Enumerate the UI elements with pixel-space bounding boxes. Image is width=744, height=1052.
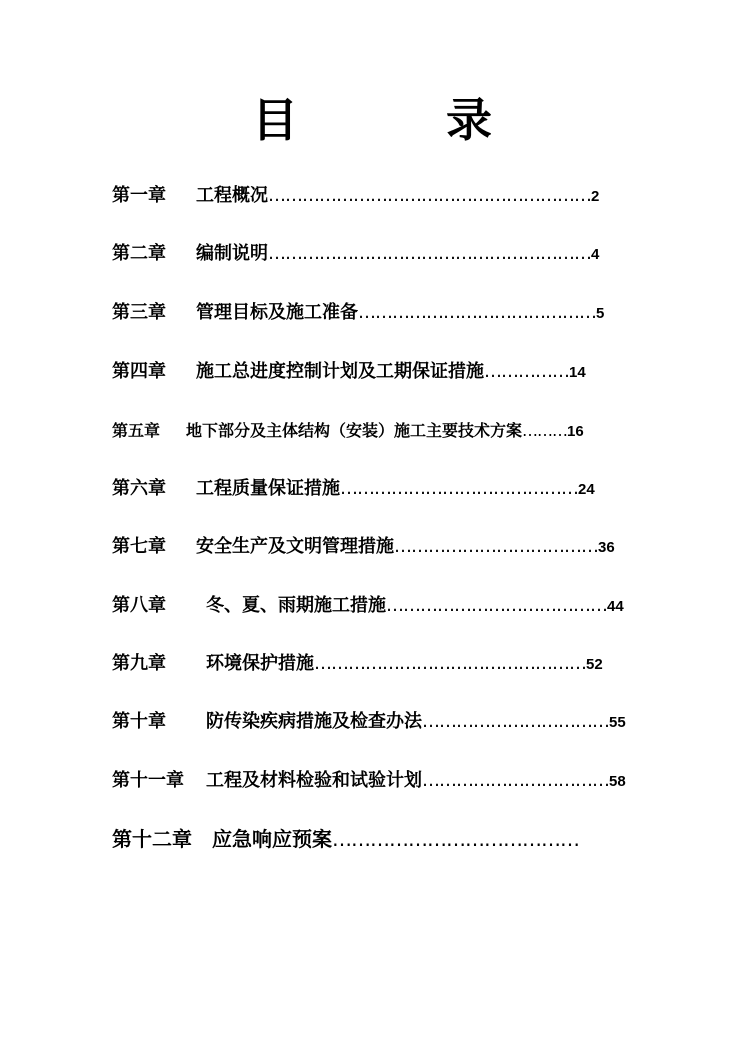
- toc-entry-6[interactable]: [112, 477, 595, 502]
- chapter-title: 防传染疾病措施及检查办法: [206, 711, 422, 732]
- toc-entry-1[interactable]: [112, 184, 599, 209]
- page-number: 52: [586, 656, 603, 673]
- toc-entry-8[interactable]: [112, 594, 624, 619]
- chapter-number: 第九章: [112, 653, 166, 674]
- chapter-title: 安全生产及文明管理措施: [196, 536, 394, 557]
- chapter-number: 第三章: [112, 302, 166, 323]
- toc-entry-5[interactable]: [112, 419, 584, 444]
- chapter-number: 第十一章: [112, 770, 184, 791]
- chapter-title: 编制说明: [196, 243, 268, 264]
- dot-leader: …………………………………: [332, 827, 579, 851]
- toc-entry-3[interactable]: [112, 301, 604, 326]
- chapter-number: 第五章: [112, 421, 161, 440]
- toc-entry-2[interactable]: [112, 242, 599, 267]
- toc-entry-10[interactable]: [112, 710, 626, 735]
- toc-title: 目 录: [251, 93, 558, 147]
- chapter-title: 工程及材料检验和试验计划: [206, 770, 422, 791]
- chapter-title: 管理目标及施工准备: [196, 302, 358, 323]
- page-number: 55: [609, 714, 626, 731]
- dot-leader: ……………………………………: [358, 302, 596, 323]
- chapter-title: 冬、夏、雨期施工措施: [206, 595, 386, 616]
- page-number: 2: [591, 188, 600, 205]
- chapter-title: 地下部分及主体结构（安装）施工主要技术方案: [186, 421, 523, 440]
- dot-leader: ………: [522, 421, 568, 440]
- dot-leader: …………………………………………: [314, 653, 586, 674]
- chapter-title: 应急响应预案: [212, 827, 332, 851]
- chapter-number: 第十二章: [112, 827, 192, 851]
- chapter-number: 第一章: [112, 185, 166, 206]
- dot-leader: …………………………………………………: [268, 243, 591, 264]
- dot-leader: ……………………………: [422, 711, 609, 732]
- toc-entry-11[interactable]: [112, 769, 626, 794]
- chapter-number: 第十章: [112, 711, 166, 732]
- page-number: 4: [591, 246, 600, 263]
- chapter-number: 第二章: [112, 243, 166, 264]
- page-number: 5: [596, 305, 605, 322]
- page-number: 44: [607, 598, 624, 615]
- chapter-title: 环境保护措施: [206, 653, 314, 674]
- page-number: 58: [609, 773, 626, 790]
- toc-entry-4[interactable]: [112, 360, 586, 385]
- dot-leader: ………………………………: [394, 536, 598, 557]
- chapter-title: 工程概况: [196, 185, 268, 206]
- dot-leader: ……………………………: [422, 770, 609, 791]
- chapter-title: 工程质量保证措施: [196, 478, 340, 499]
- toc-entry-9[interactable]: [112, 652, 603, 677]
- chapter-number: 第六章: [112, 478, 166, 499]
- toc-entry-7[interactable]: [112, 535, 615, 560]
- dot-leader: ……………: [484, 361, 569, 382]
- dot-leader: ……………………………………: [340, 478, 578, 499]
- chapter-number: 第八章: [112, 595, 166, 616]
- chapter-title: 施工总进度控制计划及工期保证措施: [196, 361, 484, 382]
- dot-leader: …………………………………………………: [268, 185, 591, 206]
- dot-leader: …………………………………: [386, 595, 607, 616]
- toc-entry-12[interactable]: [112, 827, 579, 851]
- page-number: 24: [578, 481, 595, 498]
- page-number: 36: [598, 539, 615, 556]
- chapter-number: 第四章: [112, 361, 166, 382]
- page-number: 14: [569, 364, 586, 381]
- page-number: 16: [567, 423, 584, 440]
- chapter-number: 第七章: [112, 536, 166, 557]
